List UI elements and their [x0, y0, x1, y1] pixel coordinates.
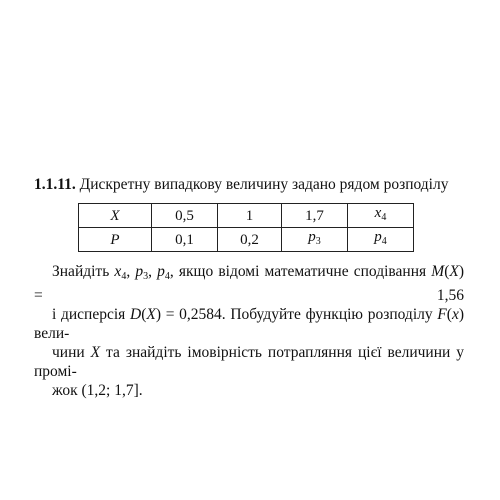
- cell-x-3: 1,7: [282, 204, 348, 228]
- paren-2: (: [141, 306, 147, 323]
- cell-x-2: 1: [218, 204, 282, 228]
- comma-1: ,: [126, 263, 136, 280]
- cell-x4-sub: 4: [381, 212, 387, 223]
- cell-x4-var: x: [374, 205, 382, 221]
- var-p4: p: [157, 263, 165, 280]
- text-if-known: , якщо відомі математичне сподівання: [169, 263, 432, 280]
- sub-4a: 4: [121, 271, 127, 282]
- table-row-p: [79, 228, 414, 252]
- var-X-3: X: [90, 344, 101, 361]
- sub-3: 3: [143, 271, 149, 282]
- var-x: x: [451, 306, 459, 323]
- statement-line-3: [34, 343, 464, 381]
- problem-block: [34, 175, 464, 400]
- var-p3: p: [135, 263, 144, 280]
- cell-p-1: 0,1: [152, 228, 218, 252]
- text-and-variance: і дисперсія: [52, 306, 130, 323]
- problem-heading: [34, 175, 464, 194]
- problem-number: 1.1.11.: [34, 176, 76, 193]
- statement-line-4: [34, 381, 464, 400]
- paren-3: (: [446, 306, 452, 323]
- cell-x-1: 0,5: [152, 204, 218, 228]
- var-X-1: X: [449, 263, 459, 280]
- cell-p-4: [348, 228, 414, 252]
- var-X-2: X: [146, 306, 156, 323]
- cell-x-4: [348, 204, 414, 228]
- table-row-x: [79, 204, 414, 228]
- cell-p4-var: p: [374, 229, 382, 245]
- cell-p3-sub: 3: [315, 236, 321, 247]
- text-of-quantity: чини: [52, 344, 91, 361]
- text-mean-value: ) = 1,56: [34, 263, 465, 304]
- sub-4b: 4: [164, 271, 170, 282]
- statement-line-1: [34, 262, 464, 305]
- statement-line-2: [34, 305, 464, 343]
- comma-2: ,: [148, 263, 158, 280]
- distribution-table: [78, 203, 414, 252]
- cell-p-2: 0,2: [218, 228, 282, 252]
- cell-label-x: X: [79, 204, 152, 228]
- cell-p-3: [282, 228, 348, 252]
- paren-1: (: [444, 263, 450, 280]
- text-find-probability: та знайдіть імовірність потрапляння цієї величини у промі-: [34, 344, 464, 380]
- var-F: F: [437, 306, 447, 323]
- problem-statement: [34, 262, 464, 400]
- cell-p3-var: p: [308, 229, 316, 245]
- var-D: D: [130, 306, 142, 323]
- var-x4: x: [114, 263, 122, 280]
- text-interval: жок (1,2; 1,7].: [52, 382, 143, 399]
- text-find: Знайдіть: [52, 263, 115, 280]
- text-quantity-hyphen: ) вели-: [34, 306, 464, 342]
- cell-label-p: P: [79, 228, 152, 252]
- text-variance-value: ) = 0,2584. Побудуйте функцію розподілу: [155, 306, 438, 323]
- cell-p4-sub: 4: [381, 236, 387, 247]
- var-M: M: [431, 263, 445, 280]
- problem-heading-text: Дискретну випадкову величину задано рядом розподілу: [79, 176, 449, 193]
